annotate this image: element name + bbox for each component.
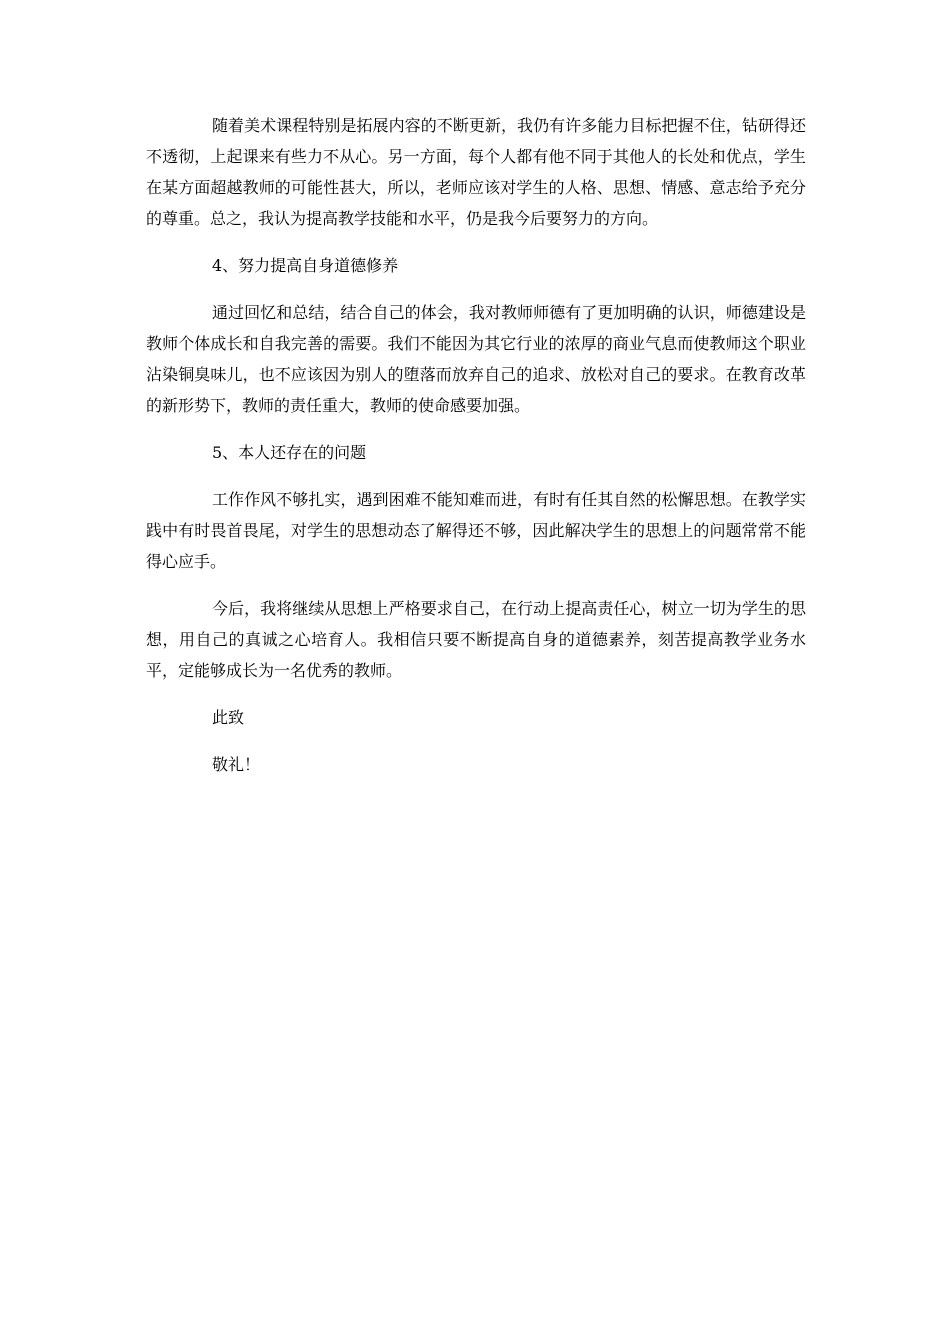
- paragraph-ethics: 通过回忆和总结，结合自己的体会，我对教师师德有了更加明确的认识，师德建设是教师个体成长和自我完善的需要。我们不能因为其它行业的浓厚的商业气息而使教师这个职业沾染铜臭味儿，也不应该因为别人的堕落而放弃自己的追求、放松对自己的要求。在教育改革的新形势下，教师的责任重大，教师的使命感要加强。: [146, 303, 806, 415]
- section-heading-5: 5、本人还存在的问题: [212, 443, 367, 462]
- paragraph-problems: 工作作风不够扎实，遇到困难不能知难而进，有时有任其自然的松懈思想。在教学实践中有时畏首畏尾，对学生的思想动态了解得还不够，因此解决学生的思想上的问题常常不能得心应手。: [146, 490, 806, 571]
- document-body: [146, 110, 806, 796]
- closing-regards: 敬礼！: [212, 755, 261, 774]
- paragraph-skills: 随着美术课程特别是拓展内容的不断更新，我仍有许多能力目标把握不住，钻研得还不透彻，上起课来有些力不从心。另一方面，每个人都有他不同于其他人的长处和优点，学生在某方面超越教师的可能性甚大，所以，老师应该对学生的人格、思想、情感、意志给予充分的尊重。总之，我认为提高教学技能和水平，仍是我今后要努力的方向。: [146, 116, 806, 228]
- paragraph-future: 今后，我将继续从思想上严格要求自己，在行动上提高责任心，树立一切为学生的思想，用自己的真诚之心培育人。我相信只要不断提高自身的道德素养，刻苦提高教学业务水平，定能够成长为一名优秀的教师。: [146, 599, 806, 680]
- closing-salutation: 此致: [212, 708, 245, 727]
- section-heading-4: 4、努力提高自身道德修养: [212, 256, 399, 275]
